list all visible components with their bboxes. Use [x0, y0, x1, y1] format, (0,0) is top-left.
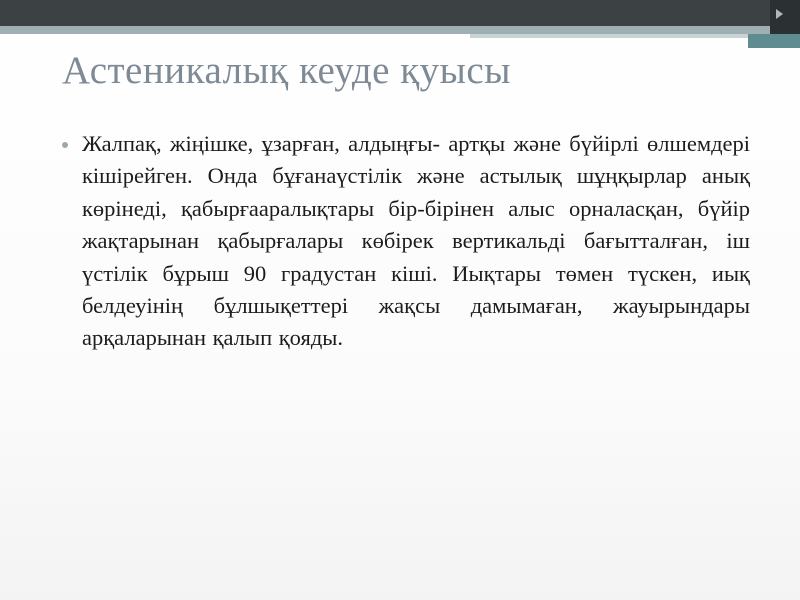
bullet-list: [58, 128, 758, 355]
corner-teal-block: [748, 34, 800, 48]
header-accent-stripe: [0, 26, 800, 34]
corner-dark-block: [770, 0, 800, 34]
bullet-dot-icon: [62, 142, 68, 148]
slide-title: Астеникалық кеуде қуысы: [62, 49, 511, 92]
bullet-text: Жалпақ, жіңішке, ұзарған, алдыңғы- артқы және бүйірлі өлшемдері кішірейген. Онда бұғанаүстілік және астылық шұңқырлар анық көрінеді, қабырғааралықтары бір-бірінен алыс орналасқан, бүйір жақтарынан қабырғалары көбірек вертикальді бағытталған, іш үстілік бұрыш 90 градустан кіші. Иықтары төмен түскен, иық белдеуінің бұлшықеттері жақсы дамымаған, жауырындары арқаларынан қалып қояды.: [82, 131, 750, 351]
header-bar: [0, 0, 800, 26]
triangle-right-icon: [776, 9, 783, 19]
header-light-stripe: [470, 34, 748, 38]
bullet-item: [58, 128, 758, 355]
